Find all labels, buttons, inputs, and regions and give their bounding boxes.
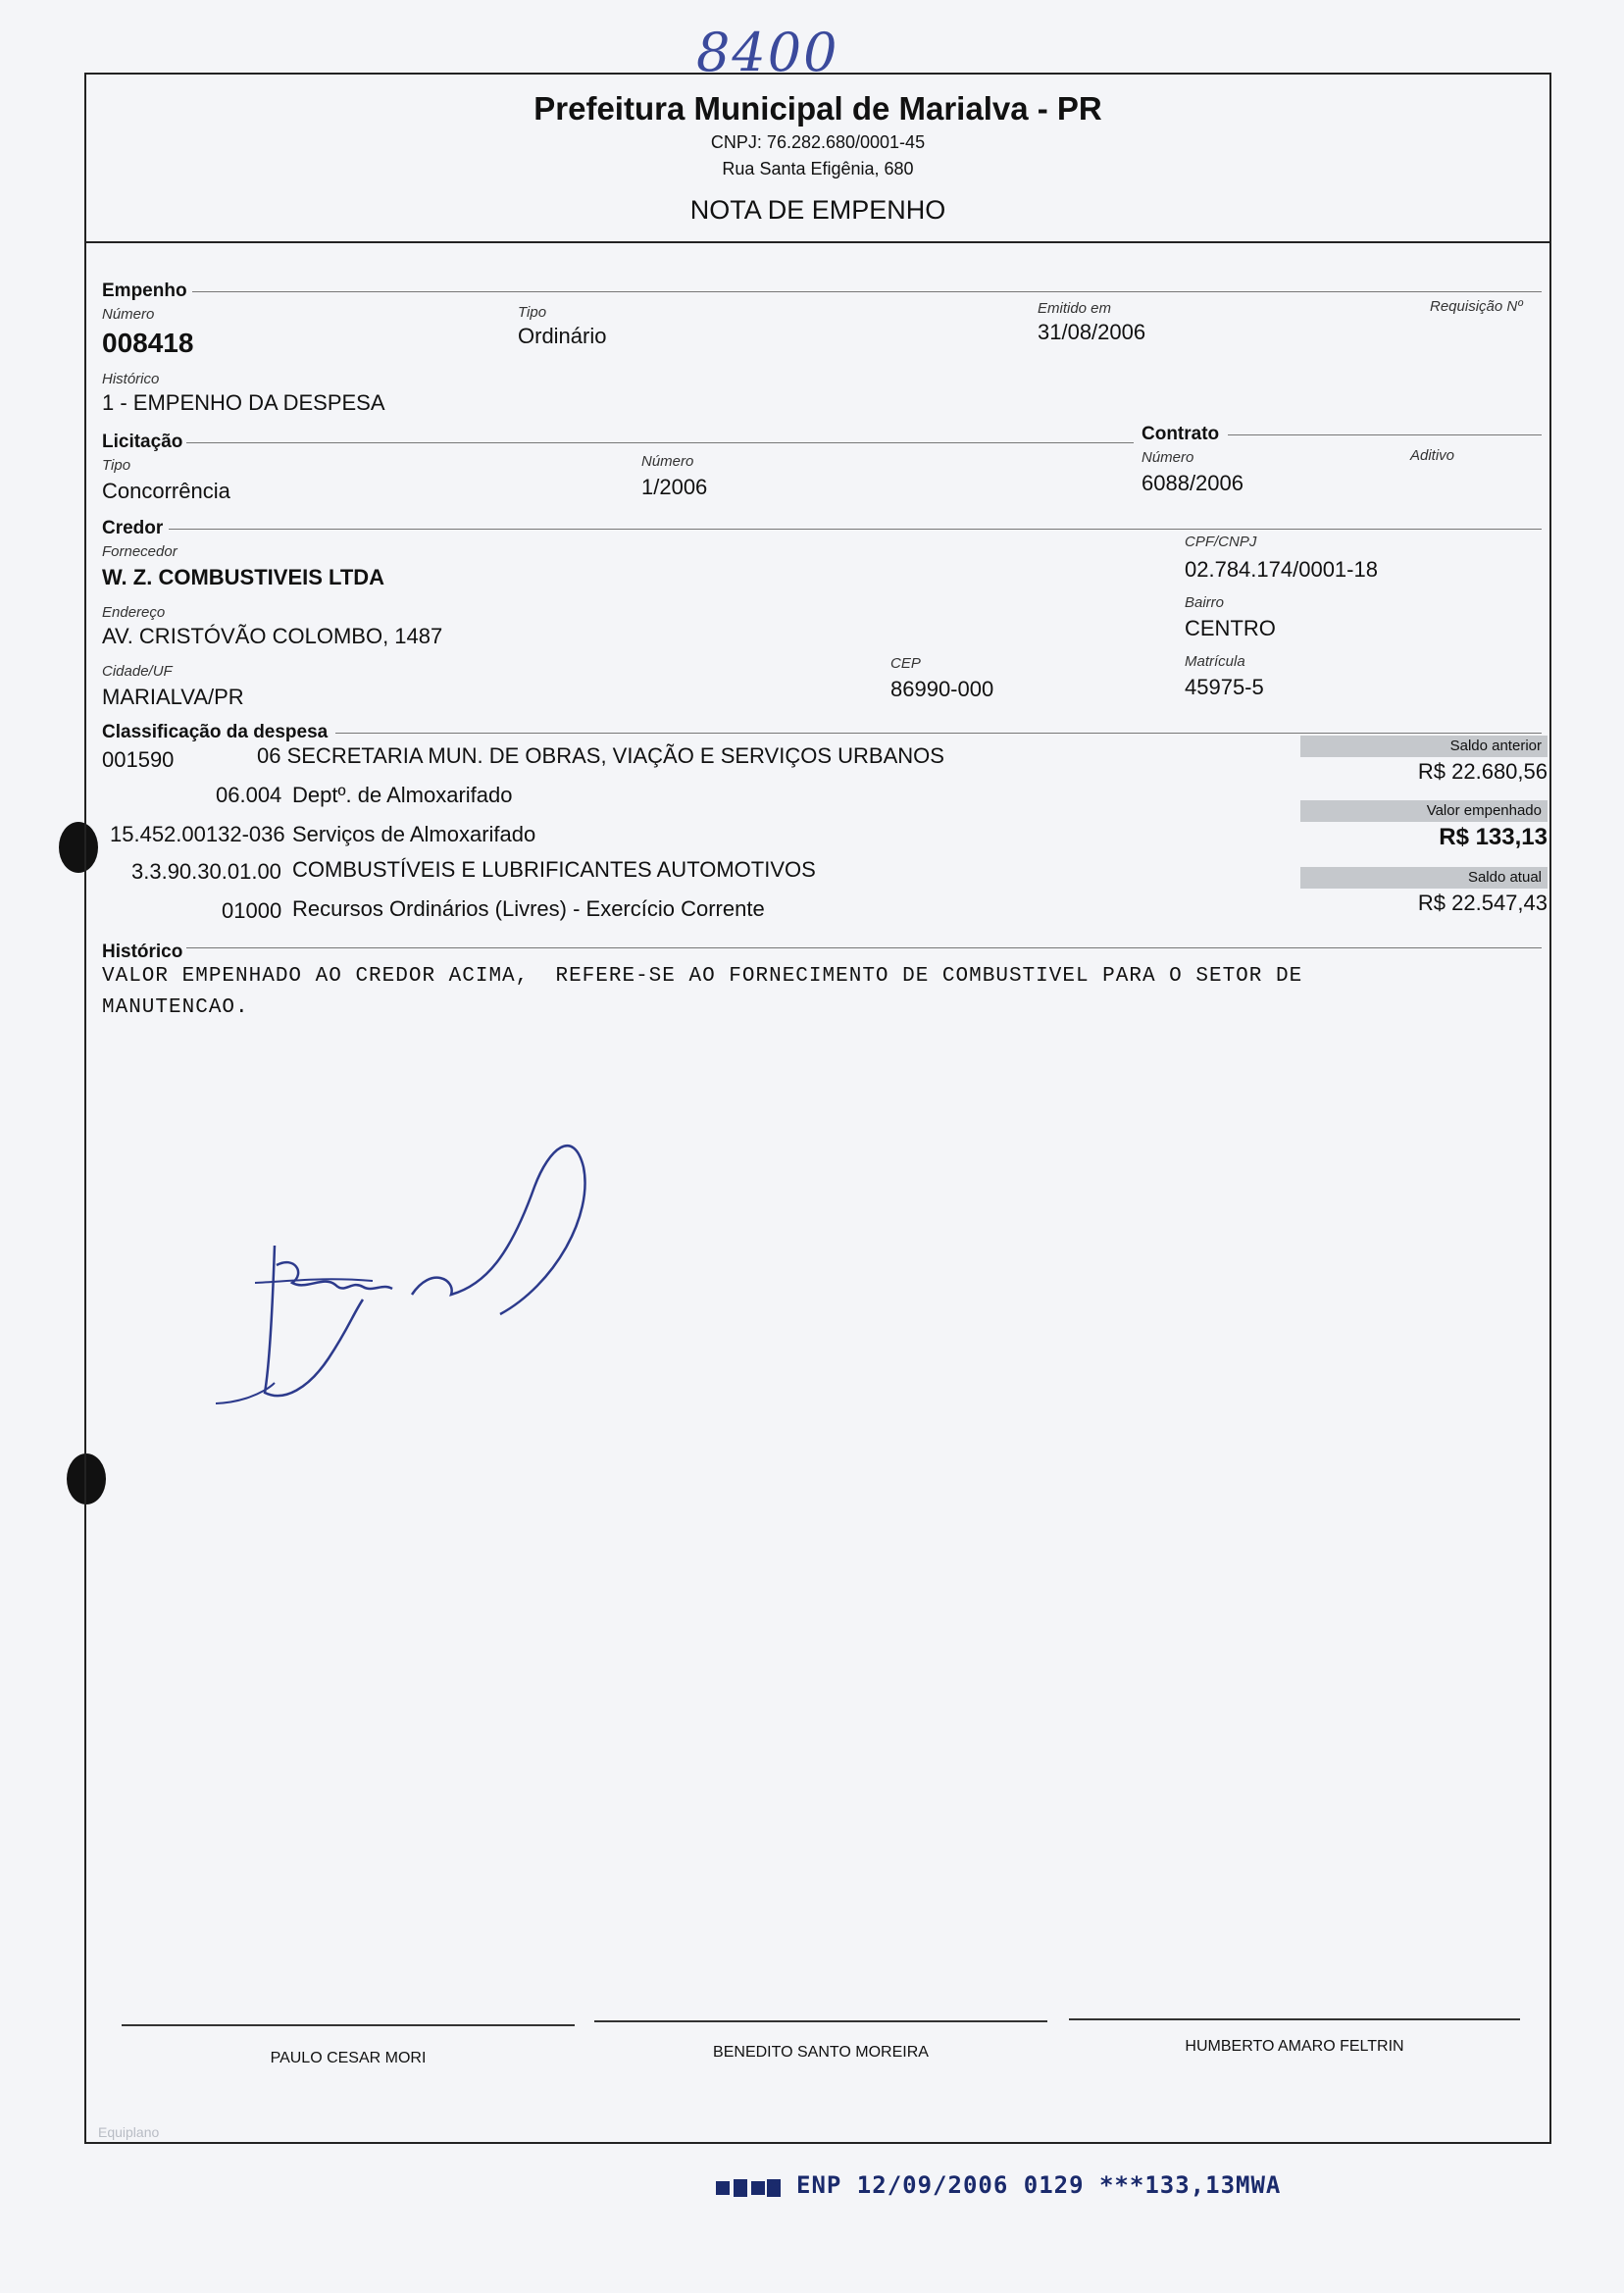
- section-classificacao: Classificação da despesa: [102, 722, 329, 742]
- valor-empenhado-value: R$ 133,13: [1439, 824, 1548, 850]
- historico-text-line2: MANUTENCAO.: [102, 996, 249, 1019]
- class-desc: COMBUSTÍVEIS E LUBRIFICANTES AUTOMOTIVOS: [292, 857, 816, 882]
- cpf-label: CPF/CNPJ: [1185, 534, 1257, 550]
- empenho-tipo-label: Tipo: [518, 304, 547, 321]
- class-code: 3.3.90.30.01.00: [131, 859, 281, 884]
- matricula-label: Matrícula: [1185, 653, 1245, 670]
- licitacao-numero-label: Número: [641, 453, 694, 470]
- signature-line: [122, 2024, 575, 2026]
- emitido-date: 31/08/2006: [1038, 320, 1146, 344]
- handwritten-number: 8400: [696, 22, 839, 83]
- divider: [186, 442, 1134, 443]
- cidade-label: Cidade/UF: [102, 663, 173, 680]
- section-credor: Credor: [102, 518, 164, 538]
- cidade-value: MARIALVA/PR: [102, 685, 244, 709]
- class-code: 06.004: [216, 783, 282, 807]
- signatory-name: PAULO CESAR MORI: [270, 2050, 427, 2066]
- header-address: Rua Santa Efigênia, 680: [722, 159, 914, 178]
- historico-label: Histórico: [102, 371, 160, 387]
- contrato-numero: 6088/2006: [1142, 471, 1243, 495]
- cep-value: 86990-000: [890, 677, 994, 701]
- class-desc: Recursos Ordinários (Livres) - Exercício Corrente: [292, 896, 765, 921]
- class-desc: Serviços de Almoxarifado: [292, 822, 536, 846]
- historico-text-line1: VALOR EMPENHADO AO CREDOR ACIMA, REFERE-SE AO FORNECIMENTO DE COMBUSTIVEL PARA O SETOR DE: [102, 965, 1303, 988]
- signature-line: [594, 2020, 1047, 2022]
- empenho-tipo: Ordinário: [518, 324, 607, 348]
- empenho-numero-label: Número: [102, 306, 155, 323]
- software-mark: Equiplano: [98, 2124, 160, 2140]
- stamp-logo: [716, 2177, 781, 2199]
- saldo-atual-label: Saldo atual: [1300, 867, 1548, 889]
- cep-label: CEP: [890, 655, 921, 672]
- divider: [186, 947, 1542, 948]
- divider: [192, 291, 1542, 292]
- class-desc: 06 SECRETARIA MUN. DE OBRAS, VIAÇÃO E SERVIÇOS URBANOS: [257, 743, 944, 768]
- class-code: 001590: [102, 747, 175, 772]
- signature-line: [1069, 2018, 1520, 2020]
- signatory-name: BENEDITO SANTO MOREIRA: [713, 2044, 929, 2061]
- contrato-numero-label: Número: [1142, 449, 1194, 466]
- bairro-value: CENTRO: [1185, 616, 1276, 640]
- matricula-value: 45975-5: [1185, 675, 1264, 699]
- licitacao-tipo: Concorrência: [102, 479, 230, 503]
- saldo-anterior-label: Saldo anterior: [1300, 736, 1548, 757]
- footer-stamp: ENP 12/09/2006 0129 ***133,13MWA: [796, 2171, 1282, 2199]
- divider: [1228, 434, 1542, 435]
- licitacao-tipo-label: Tipo: [102, 457, 131, 474]
- section-empenho: Empenho: [102, 280, 187, 301]
- class-code: 01000: [222, 898, 282, 923]
- endereco-value: AV. CRISTÓVÃO COLOMBO, 1487: [102, 624, 443, 648]
- endereco-label: Endereço: [102, 604, 166, 621]
- section-historico: Histórico: [102, 942, 183, 962]
- emitido-label: Emitido em: [1038, 300, 1112, 317]
- licitacao-numero: 1/2006: [641, 475, 708, 499]
- fornecedor-label: Fornecedor: [102, 543, 178, 560]
- cpf-value: 02.784.174/0001-18: [1185, 557, 1378, 582]
- divider: [169, 529, 1542, 530]
- valor-empenhado-label: Valor empenhado: [1300, 800, 1548, 822]
- section-licitacao: Licitação: [102, 432, 183, 452]
- empenho-numero: 008418: [102, 328, 194, 358]
- saldo-atual-value: R$ 22.547,43: [1417, 891, 1548, 915]
- aditivo-label: Aditivo: [1410, 447, 1455, 464]
- document-title: NOTA DE EMPENHO: [689, 195, 946, 225]
- header-cnpj: CNPJ: 76.282.680/0001-45: [710, 132, 926, 152]
- handwritten-signature: [216, 1108, 608, 1432]
- fornecedor-value: W. Z. COMBUSTIVEIS LTDA: [102, 565, 385, 589]
- section-contrato: Contrato: [1142, 424, 1220, 444]
- saldo-anterior-value: R$ 22.680,56: [1417, 759, 1548, 784]
- requisicao-label: Requisição Nº: [1430, 298, 1523, 315]
- historico-value: 1 - EMPENHO DA DESPESA: [102, 390, 385, 415]
- class-desc: Deptº. de Almoxarifado: [292, 783, 513, 807]
- divider: [335, 733, 1542, 734]
- bairro-label: Bairro: [1185, 594, 1225, 611]
- class-code: 15.452.00132-036: [110, 822, 285, 846]
- header-divider: [86, 241, 1549, 243]
- signatory-name: HUMBERTO AMARO FELTRIN: [1185, 2038, 1404, 2055]
- page-title: Prefeitura Municipal de Marialva - PR: [533, 90, 1102, 127]
